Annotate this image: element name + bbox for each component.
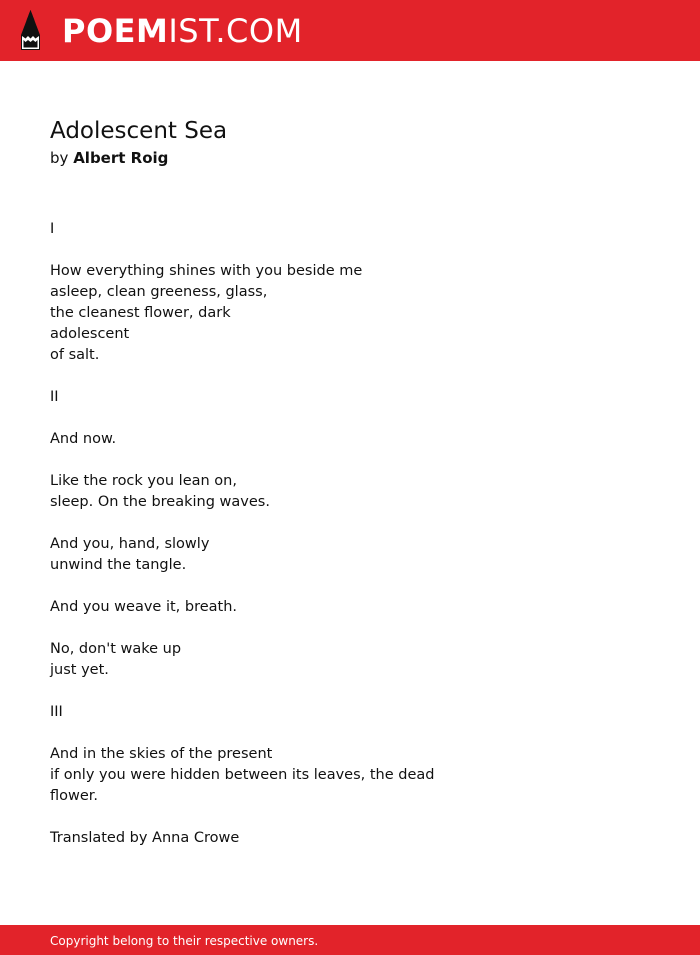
byline-prefix: by [50,149,69,167]
poem-line: unwind the tangle. [50,557,187,573]
site-header [0,0,700,61]
logo-bold-text: POEM [62,12,169,50]
pencil-icon[interactable] [17,9,44,51]
poem-line [50,723,650,744]
poem-line [50,240,650,261]
poem-line: of salt. [50,347,100,363]
poem-line: sleep. On the breaking waves. [50,494,270,510]
poem-line: the cleanest flower, dark [50,305,231,321]
poem-line: asleep, clean greeness, glass, [50,284,268,300]
poem-line [50,618,650,639]
site-footer [0,925,700,955]
poem-line: just yet. [50,662,109,678]
poem-line: And you weave it, breath. [50,599,238,615]
poem-line [50,450,650,471]
poem-line: Translated by Anna Crowe [50,830,240,846]
logo-light-text: IST.COM [168,12,303,50]
site-logo[interactable] [62,11,303,51]
poem-line: III [50,704,63,720]
poem-line: II [50,389,59,405]
poem-line [50,366,650,387]
poem-line [50,576,650,597]
poem-line: And you, hand, slowly [50,536,210,552]
poem-line: adolescent [50,326,130,342]
poem-author: Albert Roig [73,149,169,167]
poem-byline [50,148,168,169]
poem-line: if only you were hidden between its leaves, the dead [50,767,435,783]
poem-line: I [50,221,55,237]
footer-copyright: Copyright belong to their respective owners. [50,934,319,948]
poem-line: And now. [50,431,117,447]
poem-body [50,219,650,849]
poem-line: flower. [50,788,99,804]
poem-title: Adolescent Sea [50,118,228,144]
poem-line [50,807,650,828]
poem-line: Like the rock you lean on, [50,473,237,489]
poem-line [50,513,650,534]
poem-line: No, don't wake up [50,641,182,657]
poem-line [50,408,650,429]
poem-line [50,681,650,702]
poem-line: How everything shines with you beside me [50,263,363,279]
poem-line: And in the skies of the present [50,746,273,762]
